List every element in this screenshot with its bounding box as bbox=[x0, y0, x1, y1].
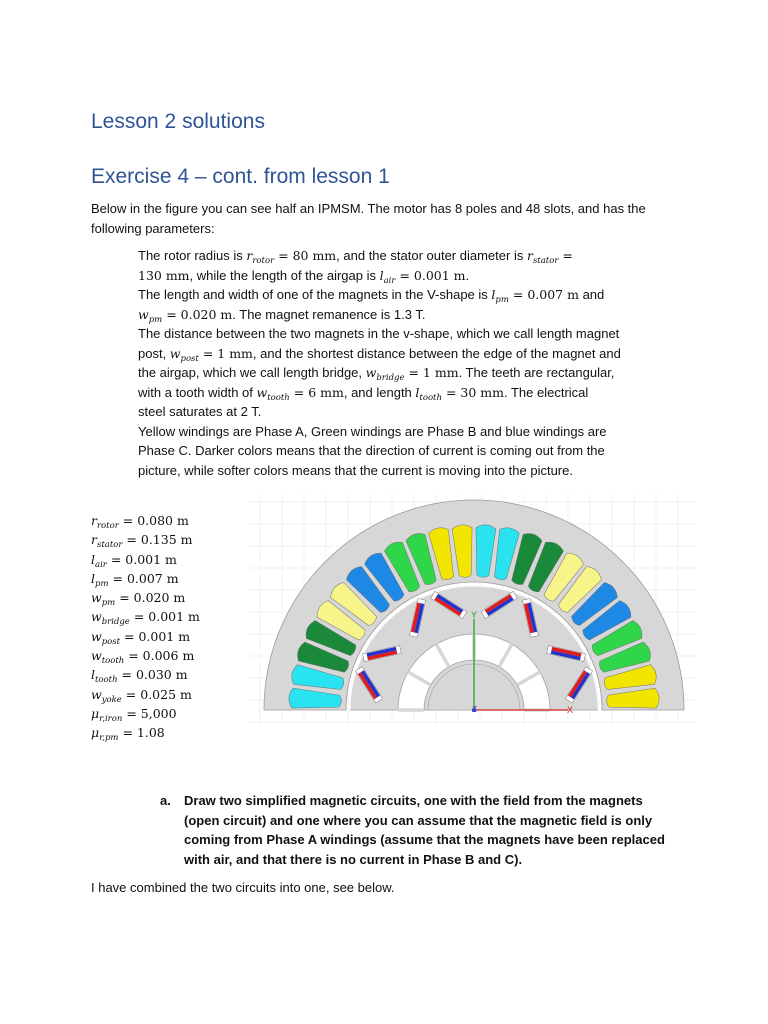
desc-line: with a tooth width of $w_{tooth} = 6$ mm, and length $l_{tooth} = 30$ mm. The electrical bbox=[138, 384, 589, 403]
desc-line: The distance between the two magnets in the v-shape, which we call length magnet bbox=[138, 326, 620, 341]
exercise-title: Exercise 4 – cont. from lesson 1 bbox=[91, 165, 390, 188]
question-text: Draw two simplified magnetic circuits, one with the field from the magnets (open circuit) and one where you can assume that the magnetic field is only coming from Phase A windings (assume that the magnets have been replaced with air, and that there is no current in Phase B and C). bbox=[184, 793, 665, 867]
desc-line: the airgap, which we call length bridge, $w_{bridge} = 1$ mm. The teeth are rectangular, bbox=[138, 365, 615, 383]
parameter-item: $w_{pm} = 0.020$ m bbox=[91, 590, 186, 609]
desc-line: Phase C. Darker colors means that the direction of current is coming out from the bbox=[138, 443, 605, 458]
desc-line: 130 mm, while the length of the airgap is $l_{air} = 0.001$ m. bbox=[138, 267, 470, 286]
desc-line: Yellow windings are Phase A, Green windings are Phase B and blue windings are bbox=[138, 423, 607, 439]
parameter-item: $l_{pm} = 0.007$ m bbox=[91, 570, 179, 589]
question-letter: a. bbox=[160, 793, 171, 808]
z-axis-label: Z bbox=[472, 705, 477, 714]
desc-line: The rotor radius is $r_{rotor} = 80$ mm, and the stator outer diameter is $r_{stator}$ = bbox=[138, 248, 573, 266]
lesson-title: Lesson 2 solutions bbox=[91, 110, 265, 133]
parameter-item: $w_{yoke} = 0.025$ m bbox=[91, 686, 192, 705]
parameter-item: $w_{tooth} = 0.006$ m bbox=[91, 648, 195, 667]
parameter-item: $\mu_{r,pm} = 1.08$ bbox=[91, 725, 165, 744]
desc-line: $w_{pm} = 0.020$ m. The magnet remanence is 1.3 T. bbox=[138, 306, 426, 325]
parameter-item: $r_{rotor} = 0.080$ m bbox=[91, 513, 189, 531]
combined-note: I have combined the two circuits into one, see below. bbox=[91, 880, 395, 895]
parameter-item: $w_{post} = 0.001$ m bbox=[91, 628, 191, 647]
parameter-list bbox=[91, 511, 200, 743]
desc-line: picture, while softer colors means that the current is moving into the picture. bbox=[138, 462, 573, 478]
parameter-item: $\mu_{r,iron} = 5,000$ bbox=[91, 705, 177, 724]
desc-line: The length and width of one of the magnets in the V-shape is $l_{pm} = 0.007$ m and bbox=[138, 287, 605, 305]
desc-line: steel saturates at 2 T. bbox=[138, 404, 262, 419]
desc-line: post, $w_{post} = 1$ mm, and the shortest distance between the edge of the magnet and bbox=[138, 345, 621, 364]
y-axis-label: Y bbox=[471, 610, 478, 620]
parameter-item: $l_{air} = 0.001$ m bbox=[91, 551, 177, 570]
problem-description bbox=[138, 246, 688, 480]
rotor-value: = 80 mm bbox=[278, 248, 337, 263]
parameter-item: $w_{bridge} = 0.001$ m bbox=[91, 609, 200, 628]
parameter-item: $l_{tooth} = 0.030$ m bbox=[91, 667, 188, 686]
motor-figure bbox=[250, 494, 696, 724]
parameter-item: $r_{stator} = 0.135$ m bbox=[91, 532, 193, 551]
intro-paragraph: Below in the figure you can see half an IPMSM. The motor has 8 poles and 48 slots, and has the following parameters: bbox=[91, 201, 646, 236]
question-a bbox=[160, 791, 680, 869]
x-axis-label: X bbox=[567, 705, 574, 715]
